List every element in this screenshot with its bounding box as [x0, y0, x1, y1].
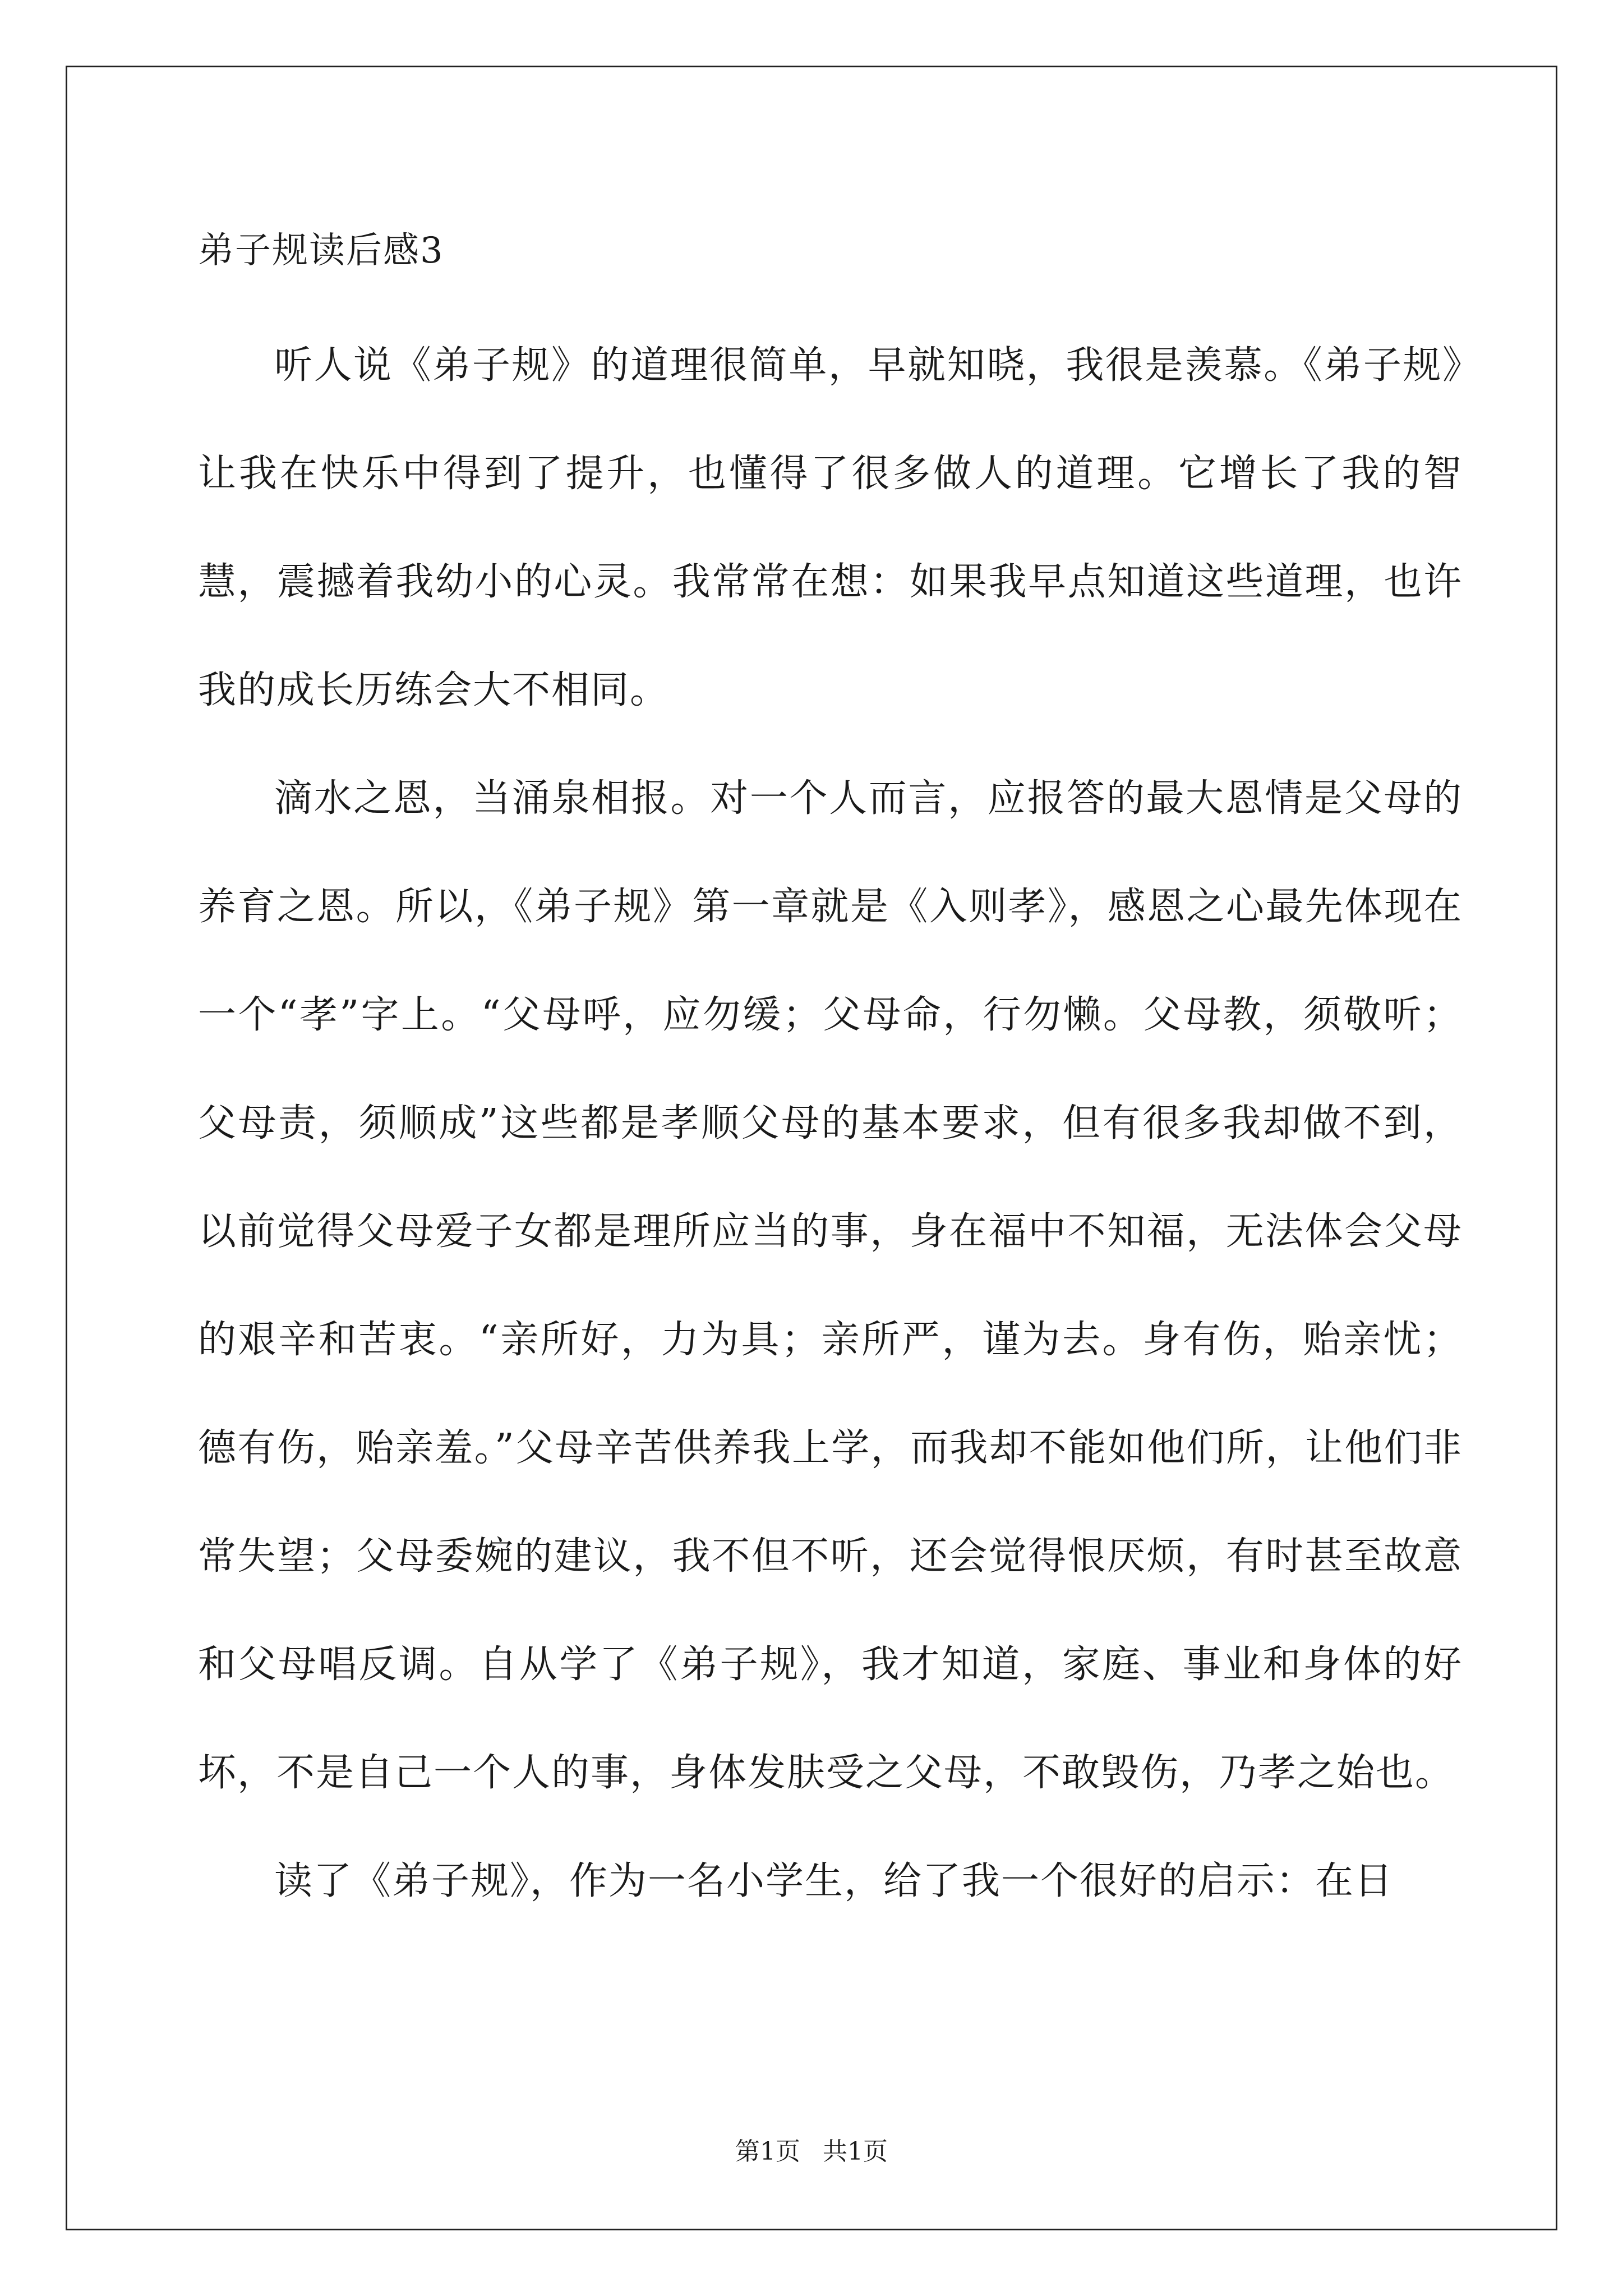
paragraph-3: 读了《弟子规》，作为一名小学生，给了我一个很好的启示：在日 — [274, 1859, 1394, 1903]
paragraph-2: 滴水之恩，当涌泉相报。对一个人而言，应报答的最大恩情是父母的养育之恩。所以，《弟子规》第一章就是《入则孝》，感恩之心最先体现在一个“孝”字上。“父母呼，应勿缓；父母命，行勿懒。父母教，须敬听；父母责，须顺成”这些都是孝顺父母的基本要求，但有很多我却做不到，以前觉得父母爱子女都是理所应当的事，身在福中不知福，无法体会父母的艰辛和苦衷。“亲所好，力为具；亲所严，谨为去。身有伤，贻亲忧；德有伤，贻亲羞。”父母辛苦供养我上学，而我却不能如他们所，让他们非常失望；父母委婉的建议，我不但不听，还会觉得恨厌烦，有时甚至故意和父母唱反调。自从学了《弟子规》，我才知道，家庭、事业和身体的好坏，不是自己一个人的事，身体发肤受之父母，不敢毁伤，乃孝之始也。 — [198, 776, 1463, 1795]
paragraph-1: 听人说《弟子规》的道理很简单，早就知晓，我很是羡慕。《弟子规》让我在快乐中得到了提升，也懂得了很多做人的道理。它增长了我的智慧，震撼着我幼小的心灵。我常常在想：如果我早点知道这些道理，也许我的成长历练会大不相同。 — [198, 343, 1463, 712]
document-title: 弟子规读后感3 — [198, 230, 444, 272]
document-body — [198, 311, 1463, 1935]
page-footer — [0, 2136, 1623, 2168]
page-total: 共1页 — [823, 2137, 888, 2166]
page-number: 第1页 — [735, 2137, 800, 2166]
